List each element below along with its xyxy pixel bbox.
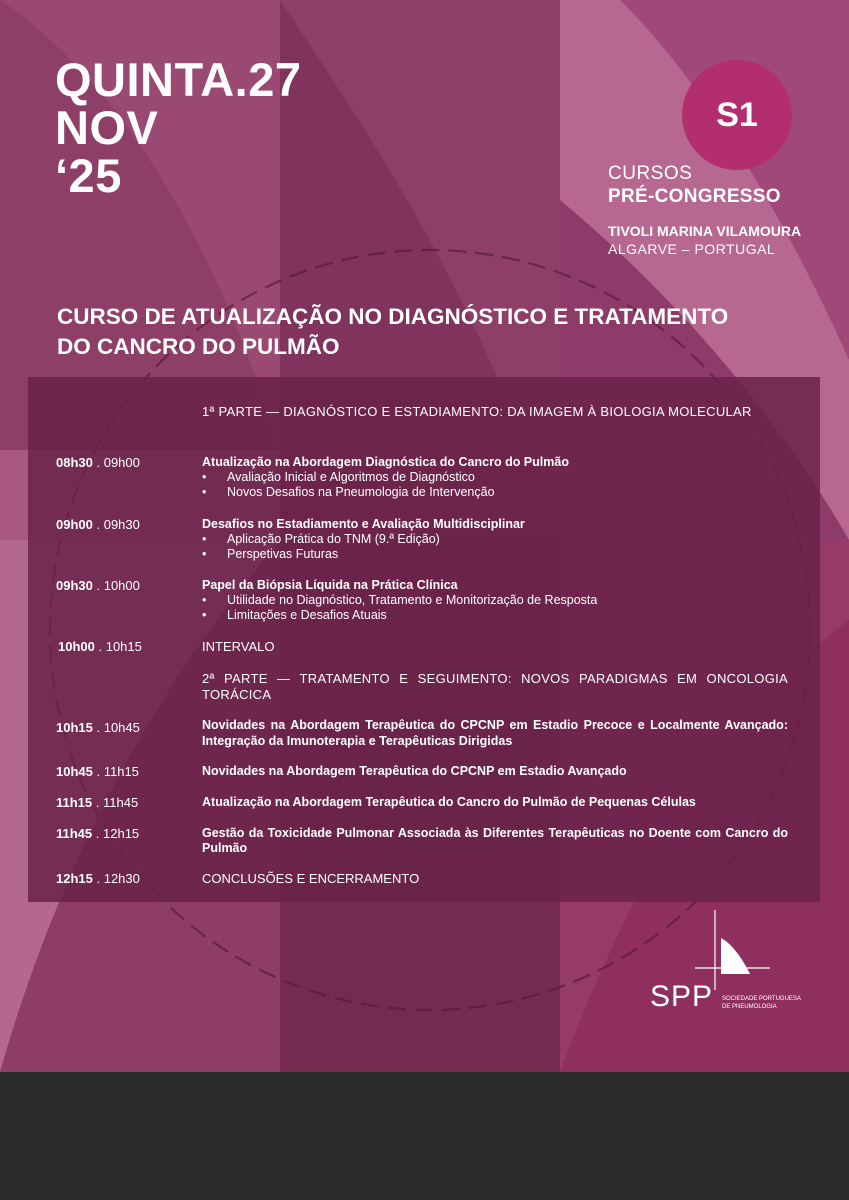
time-start: 11h45 (56, 826, 93, 841)
session-title: Papel da Biópsia Líquida na Prática Clínica (202, 578, 458, 592)
session-content (202, 826, 788, 856)
session-time (56, 578, 140, 593)
session-title: INTERVALO (202, 639, 275, 654)
date-year: ‘25 (55, 149, 122, 202)
time-start: 10h00 (58, 639, 95, 654)
session-time (56, 795, 138, 810)
session-content (202, 717, 788, 749)
logo-text: SPP (650, 980, 714, 1013)
session-time (56, 764, 139, 779)
session-bullet: • Utilidade no Diagnóstico, Tratamento e Monitorização de Resposta (202, 593, 788, 608)
time-end: . 12h30 (96, 871, 140, 886)
session-bullet: • Novos Desafios na Pneumologia de Intervenção (202, 485, 788, 500)
time-start: 09h30 (56, 578, 93, 593)
date-month: NOV (55, 101, 159, 154)
venue-region: ALGARVE – PORTUGAL (608, 241, 776, 257)
session-content (202, 455, 788, 500)
sail-icon (650, 910, 800, 990)
pre-congresso-label: PRÉ-CONGRESSO (608, 186, 781, 207)
session-title: Novidades na Abordagem Terapêutica do CPCNP em Estadio Avançado (202, 764, 627, 778)
time-start: 08h30 (56, 455, 93, 470)
time-end: . 12h15 (95, 826, 140, 841)
time-end: . 09h30 (96, 517, 140, 532)
bottom-bar (0, 1072, 849, 1200)
session-content (202, 517, 788, 562)
session-title: Desafios no Estadiamento e Avaliação Multidisciplinar (202, 517, 525, 531)
session-title: Atualização na Abordagem Diagnóstica do Cancro do Pulmão (202, 455, 569, 469)
session-bullet: • Aplicação Prática do TNM (9.ª Edição) (202, 532, 788, 547)
session-time (56, 455, 140, 470)
time-end: . 09h00 (96, 455, 140, 470)
time-end: . 11h45 (95, 795, 139, 810)
time-start: 10h15 (56, 720, 93, 735)
session-time (56, 517, 140, 532)
session-title: CONCLUSÕES E ENCERRAMENTO (202, 871, 420, 886)
session-content (202, 795, 788, 810)
date-day: QUINTA.27 (55, 53, 302, 106)
spp-logo (650, 910, 800, 1020)
session-bullet: • Limitações e Desafios Atuais (202, 608, 788, 623)
venue-name: TIVOLI MARINA VILAMOURA (608, 223, 802, 239)
time-end: . 10h15 (98, 639, 142, 654)
logo-subtitle: SOCIEDADE PORTUGUESA (722, 996, 801, 1002)
course-title: CURSO DE ATUALIZAÇÃO NO DIAGNÓSTICO E TRATAMENTO DO CANCRO DO PULMÃO (57, 304, 729, 359)
session-badge: S1 (682, 60, 792, 170)
part2-heading: 2ª PARTE — TRATAMENTO E SEGUIMENTO: NOVOS PARADIGMAS EM ONCOLOGIA TORÁCICA (202, 671, 788, 702)
session-title: Gestão da Toxicidade Pulmonar Associada às Diferentes Terapêuticas no Doente com Cancro do Pulmão (202, 826, 788, 855)
session-title: Novidades na Abordagem Terapêutica do CPCNP em Estadio Precoce e Localmente Avançado: Integração da Imunoterapia e Terapêuticas Dirigidas (202, 718, 788, 748)
program-box (28, 377, 820, 902)
time-end: . 11h15 (96, 764, 139, 779)
session-title: Atualização na Abordagem Terapêutica do Cancro do Pulmão de Pequenas Células (202, 795, 696, 809)
cursos-label: CURSOS (608, 163, 693, 184)
session-content (202, 764, 788, 779)
logo-subtitle: DE PNEUMOLOGIA (722, 1004, 777, 1010)
session-time (56, 826, 139, 841)
time-start: 10h45 (56, 764, 93, 779)
part1-heading: 1ª PARTE — DIAGNÓSTICO E ESTADIAMENTO: DA IMAGEM À BIOLOGIA MOLECULAR (202, 404, 752, 419)
session-bullet: • Perspetivas Futuras (202, 547, 788, 562)
time-start: 11h15 (56, 795, 93, 810)
session-time (56, 720, 140, 735)
session-bullet: • Avaliação Inicial e Algoritmos de Diagnóstico (202, 470, 788, 485)
session-time (58, 639, 142, 654)
session-time (56, 871, 140, 886)
time-start: 09h00 (56, 517, 93, 532)
time-end: . 10h45 (96, 720, 140, 735)
time-start: 12h15 (56, 871, 93, 886)
time-end: . 10h00 (96, 578, 140, 593)
session-content (202, 578, 788, 623)
